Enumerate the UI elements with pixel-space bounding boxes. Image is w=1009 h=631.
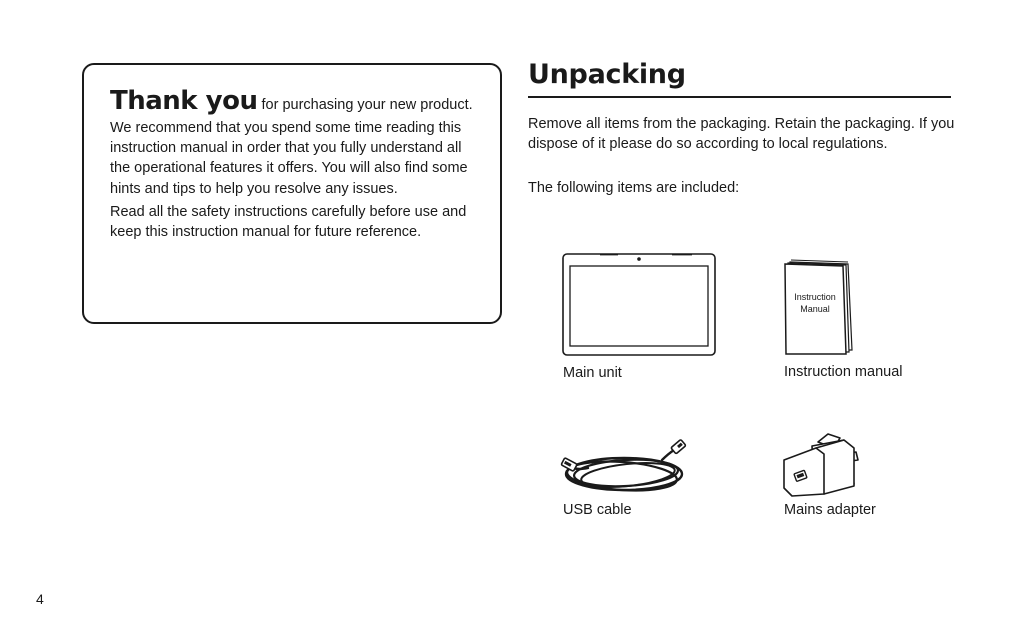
- item-label-mains-adapter: Mains adapter: [784, 502, 876, 518]
- tablet-icon: [560, 252, 718, 358]
- thank-you-heading: Thank you: [110, 86, 258, 116]
- included-items-lead: The following items are included:: [528, 180, 740, 196]
- manual-cover-line-1: Instruction: [794, 292, 836, 302]
- thank-you-paragraph-2: Read all the safety instructions carefully before use and keep this instruction manual for future reference.: [110, 203, 467, 241]
- unpacking-paragraph: Remove all items from the packaging. Retain the packaging. If you dispose of it please do so according to local regulations.: [528, 116, 955, 153]
- page-number: 4: [36, 591, 44, 607]
- item-label-main-unit: Main unit: [563, 365, 622, 381]
- thank-you-box: [82, 63, 502, 324]
- thank-you-heading-tail: for purchasing your new product.: [257, 97, 473, 113]
- title-divider: [528, 96, 951, 98]
- instruction-manual-icon: [782, 258, 854, 356]
- usb-cable-icon: [560, 438, 688, 498]
- item-label-usb-cable: USB cable: [563, 502, 632, 518]
- manual-cover-line-2: Manual: [800, 304, 830, 314]
- unpacking-title: Unpacking: [528, 59, 686, 90]
- item-label-instruction-manual: Instruction manual: [784, 364, 903, 380]
- thank-you-paragraph-1: We recommend that you spend some time reading this instruction manual in order that you fully understand all the operational features it offers. You will also find some hints and tips to help you resolve any issues.: [110, 120, 468, 197]
- mains-adapter-icon: [782, 432, 864, 498]
- thank-you-intro: [110, 87, 480, 115]
